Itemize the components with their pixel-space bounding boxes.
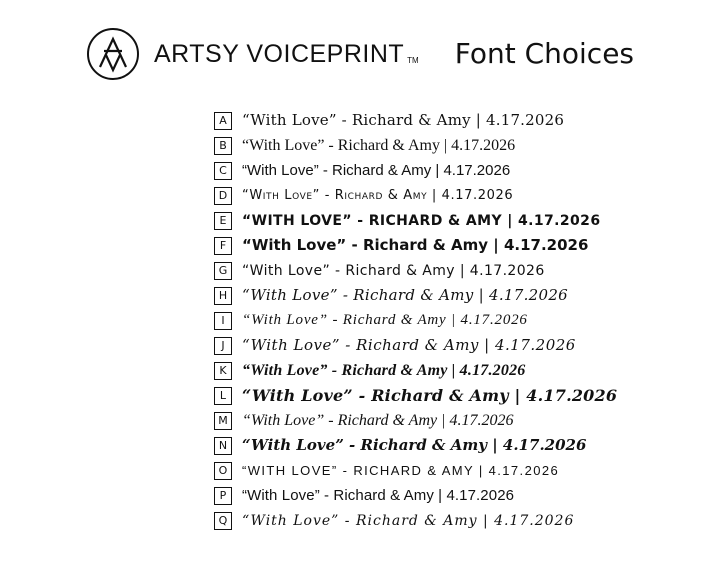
list-item bbox=[214, 408, 720, 433]
font-letter-badge: F bbox=[214, 237, 232, 255]
font-sample-text: “With Love” - Richard & Amy | 4.17.2026 bbox=[242, 136, 516, 154]
font-sample-text: “With Love” - Richard & Amy | 4.17.2026 bbox=[242, 188, 514, 203]
artsy-voiceprint-circle-logo-icon bbox=[86, 27, 140, 81]
list-item bbox=[214, 183, 720, 208]
font-letter-badge: E bbox=[214, 212, 232, 230]
list-item bbox=[214, 283, 720, 308]
list-item bbox=[214, 258, 720, 283]
font-sample-text: “With Love” - Richard & Amy | 4.17.2026 bbox=[242, 361, 526, 379]
list-item bbox=[214, 158, 720, 183]
font-sample-text: “With Love” - Richard & Amy | 4.17.2026 bbox=[242, 111, 565, 129]
font-letter-badge: P bbox=[214, 487, 232, 505]
font-sample-text: “With Love” - Richard & Amy | 4.17.2026 bbox=[242, 236, 589, 254]
font-letter-badge: H bbox=[214, 287, 232, 305]
font-letter-badge: B bbox=[214, 137, 232, 155]
font-letter-badge: G bbox=[214, 262, 232, 280]
list-item bbox=[214, 108, 720, 133]
font-sample-text: “With Love” - Richard & Amy | 4.17.2026 bbox=[242, 411, 514, 429]
font-sample-text: “With Love” - Richard & Amy | 4.17.2026 bbox=[242, 312, 528, 328]
brand-name: ARTSY VOICEPRINT bbox=[153, 39, 405, 68]
font-letter-badge: A bbox=[214, 112, 232, 130]
list-item bbox=[214, 308, 720, 333]
font-sample-text: “With Love” - Richard & Amy | 4.17.2026 bbox=[242, 385, 618, 405]
page-header bbox=[0, 0, 720, 86]
font-sample-text: “With Love” - Richard & Amy | 4.17.2026 bbox=[242, 436, 587, 454]
list-item bbox=[214, 233, 720, 258]
list-item bbox=[214, 333, 720, 358]
font-sample-text: “With Love” - Richard & Amy | 4.17.2026 bbox=[242, 512, 575, 529]
font-sample-text: “WITH LOVE” - RICHARD & AMY | 4.17.2026 bbox=[242, 212, 601, 229]
font-letter-badge: J bbox=[214, 337, 232, 355]
font-sample-text: “With Love” - Richard & Amy | 4.17.2026 bbox=[242, 336, 576, 354]
list-item bbox=[214, 383, 720, 408]
page-title: Font Choices bbox=[454, 37, 635, 70]
font-sample-text: “With Love” - Richard & Amy | 4.17.2026 bbox=[242, 262, 545, 279]
list-item bbox=[214, 208, 720, 233]
list-item bbox=[214, 483, 720, 508]
font-letter-badge: O bbox=[214, 462, 232, 480]
list-item bbox=[214, 458, 720, 483]
font-choices-list bbox=[0, 108, 720, 533]
font-sample-text: “With Love” - Richard & Amy | 4.17.2026 bbox=[242, 286, 569, 304]
font-sample-text: “With Love” - Richard & Amy | 4.17.2026 bbox=[242, 162, 511, 179]
font-letter-badge: D bbox=[214, 187, 232, 205]
list-item bbox=[214, 133, 720, 158]
font-sample-text: “WITH LOVE” - RICHARD & AMY | 4.17.2026 bbox=[242, 463, 560, 478]
font-letter-badge: Q bbox=[214, 512, 232, 530]
font-letter-badge: K bbox=[214, 362, 232, 380]
font-letter-badge: I bbox=[214, 312, 232, 330]
brand-lockup bbox=[153, 39, 419, 68]
font-letter-badge: C bbox=[214, 162, 232, 180]
trademark-mark: TM bbox=[407, 55, 419, 65]
list-item bbox=[214, 358, 720, 383]
font-letter-badge: M bbox=[214, 412, 232, 430]
list-item bbox=[214, 508, 720, 533]
font-sample-text: “With Love” - Richard & Amy | 4.17.2026 bbox=[242, 487, 515, 504]
font-letter-badge: N bbox=[214, 437, 232, 455]
font-letter-badge: L bbox=[214, 387, 232, 405]
list-item bbox=[214, 433, 720, 458]
